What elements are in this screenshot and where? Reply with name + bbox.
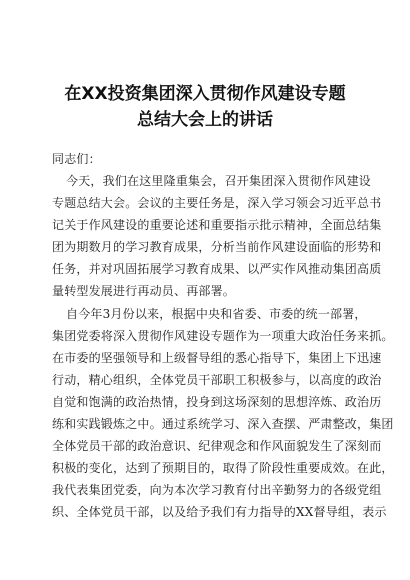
paragraph-line: 记关于作风建设的重要论述和重要指示批示精神，全面总结集 [52, 218, 382, 232]
paragraph-line: 练和实践锻炼之中。通过系统学习、深入查摆、严肃整改，集团 [52, 417, 394, 431]
paragraph-line: 积极的变化，达到了预期目的，取得了阶段性重要成效。在此， [52, 461, 394, 475]
paragraph-line: 自今年3月份以来，根据中央和省委、市委的统一部署， [66, 307, 367, 321]
paragraph-line: 我代表集团党委，向为本次学习教育付出辛勤努力的各级党组 [52, 483, 382, 497]
document-title-line-2: 总结大会上的讲话 [137, 110, 273, 130]
paragraph-line: 团为期数月的学习教育成果，分析当前作风建设面临的形势和 [52, 240, 382, 254]
paragraph-line: 在市委的坚强领导和上级督导组的悉心指导下，集团上下迅速 [52, 351, 382, 365]
paragraph-line: 自觉和饱满的政治热情，投身到这场深刻的思想淬炼、政治历 [52, 395, 382, 409]
paragraph-line: 行动，精心组织，全体党员干部职工积极参与，以高度的政治 [52, 373, 382, 387]
paragraph-line: 集团党委将深入贯彻作风建设专题作为一项重大政治任务来抓。 [52, 329, 394, 343]
paragraph-line: 织、全体党员干部，以及给予我们有力指导的XX督导组，表示 [52, 505, 387, 519]
paragraph-line: 今天，我们在这里隆重集会，召开集团深入贯彻作风建设 [66, 174, 372, 188]
document-title-line-1: 在XX投资集团深入贯彻作风建设专题 [64, 84, 346, 104]
paragraph-line: 任务，并对巩固拓展学习教育成果、以严实作风推动集团高质 [52, 262, 382, 276]
paragraph-line: 全体党员干部的政治意识、纪律观念和作风面貌发生了深刻而 [52, 439, 382, 453]
paragraph-line: 专题总结大会。会议的主要任务是，深入学习领会习近平总书 [52, 196, 382, 210]
paragraph-line: 量转型发展进行再动员、再部署。 [52, 284, 236, 298]
salutation: 同志们： [52, 152, 101, 166]
